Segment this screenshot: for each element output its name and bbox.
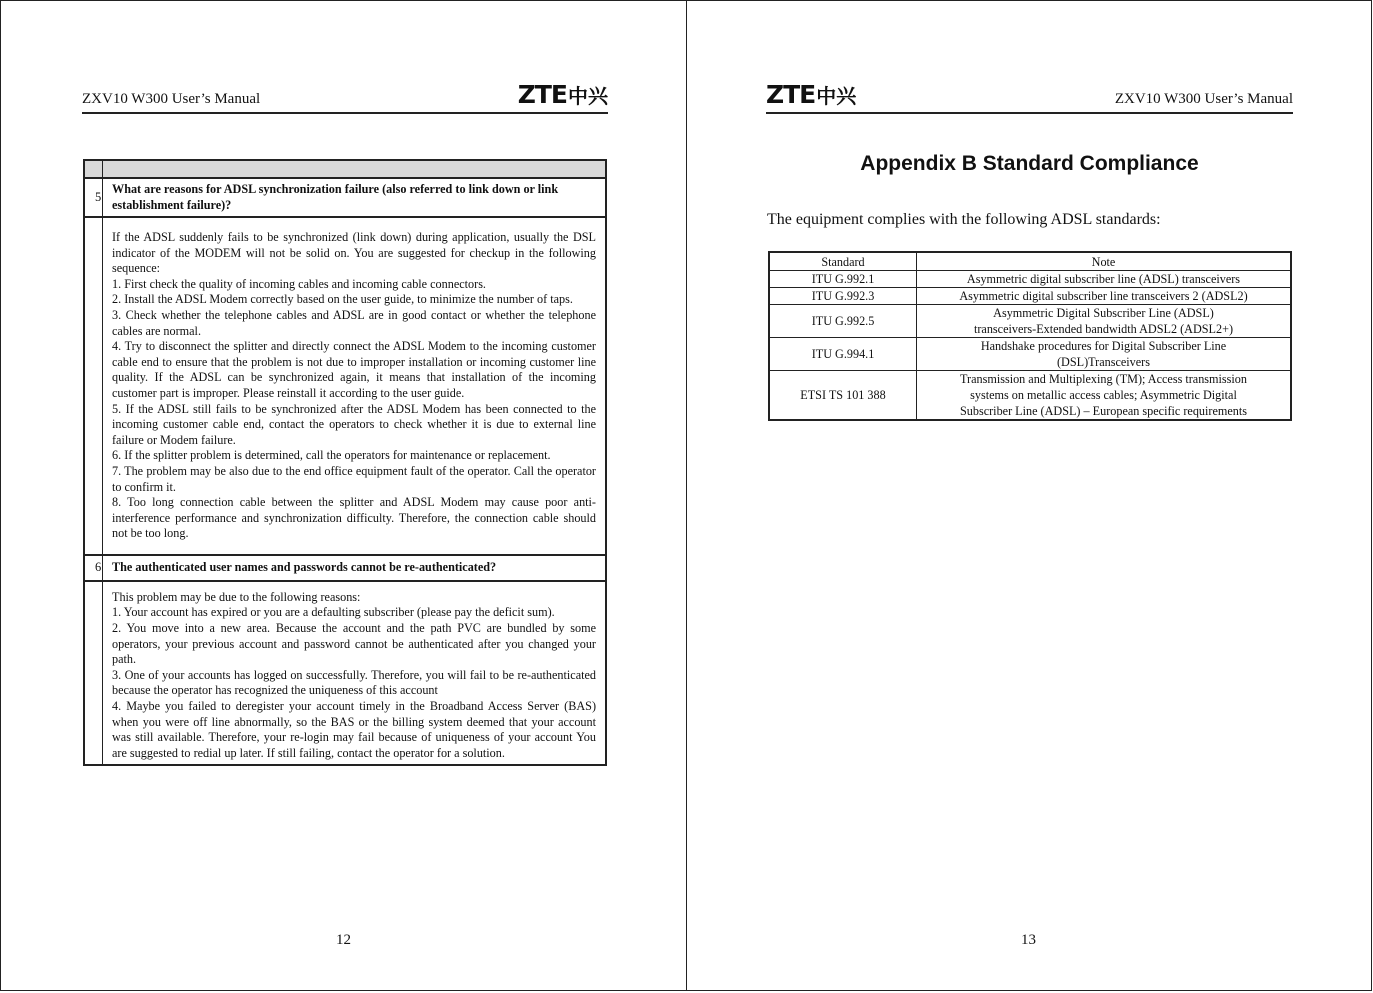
table-row: [769, 338, 1291, 371]
answer-paragraph: 6. If the splitter problem is determined, call the operators for maintenance or replacement.: [112, 448, 551, 463]
column-header-standard: Standard: [769, 252, 917, 271]
page-number: 12: [336, 932, 351, 948]
faq-question: What are reasons for ADSL synchronization failure (also referred to link down or link establishment failure)?: [103, 178, 607, 217]
page-header: [766, 79, 1293, 114]
faq-table: [83, 159, 607, 766]
answer-paragraph: 5. If the ADSL still fails to be synchronized after the ADSL Modem has been connected to the incoming customer cable end, contact the operators to check whether it is due to external line failure or Modem failure.: [112, 401, 596, 447]
table-row: [769, 288, 1291, 305]
table-row: [769, 371, 1291, 421]
faq-number-empty: [84, 581, 103, 766]
answer-paragraph: 3. One of your accounts has logged on successfully. Therefore, you will fail to be re-authenticated because the operator has recognized the uniqueness of this account: [112, 667, 596, 698]
right-page: [686, 0, 1372, 991]
faq-table-header-row: [84, 160, 606, 178]
faq-header-cell: [103, 160, 607, 178]
faq-answer-row: [84, 581, 606, 766]
note-line: Handshake procedures for Digital Subscriber Line: [980, 339, 1227, 353]
note-cell: [917, 338, 1292, 371]
answer-paragraph: 4. Maybe you failed to deregister your account timely in the Broadband Access Server (BAS) when you were off line abnormally, so the BAS or the billing system deemed that your account was still available. Therefore, your re-login may fail because of uniqueness of your account You are suggested to redial up later. If still failing, contact the operator for a solution.: [112, 699, 596, 760]
answer-paragraph: If the ADSL suddenly fails to be synchronized (link down) during application, usually the DSL indicator of the MODEM will not be solid on. You are suggested for checkup in the following sequence:: [112, 230, 596, 276]
faq-answer-row: [84, 217, 606, 555]
note-line: systems on metallic access cables; Asymmetric Digital: [970, 388, 1237, 402]
standard-cell: ITU G.992.5: [769, 305, 917, 338]
faq-answer: [103, 217, 607, 555]
faq-number: 6: [84, 555, 103, 581]
answer-paragraph: 8. Too long connection cable between the splitter and ADSL Modem may cause poor anti-interference performance and synchronization difficulty. Therefore, the connection cable should not be too long.: [112, 495, 596, 541]
answer-paragraph: 4. Try to disconnect the splitter and directly connect the ADSL Modem to the incoming customer cable end to ensure that the problem is not due to improper installation or incoming customer line quality. If the ADSL can be synchronized again, it means that installation of the incoming customer part is improper. Please reinstall it according to the user guide.: [112, 339, 596, 400]
standard-cell: ITU G.992.1: [769, 271, 917, 288]
manual-title: ZXV10 W300 User’s Manual: [1114, 91, 1293, 107]
faq-question-row: [84, 555, 606, 581]
note-line: Subscriber Line (ADSL) – European specific requirements: [960, 404, 1247, 418]
table-row: [769, 271, 1291, 288]
standards-header-row: [769, 252, 1291, 271]
answer-paragraph: This problem may be due to the following reasons:: [112, 589, 361, 604]
note-cell: [917, 271, 1292, 288]
logo-latin-text: ZTE: [517, 79, 567, 109]
logo-chinese-text: 中兴: [816, 83, 857, 108]
table-row: [769, 305, 1291, 338]
standard-cell: ETSI TS 101 388: [769, 371, 917, 421]
note-line: Transmission and Multiplexing (TM); Access transmission: [960, 372, 1247, 386]
appendix-title: Appendix B Standard Compliance: [860, 152, 1199, 175]
note-cell: [917, 288, 1292, 305]
intro-text: The equipment complies with the following ADSL standards:: [767, 211, 1161, 228]
standard-cell: ITU G.994.1: [769, 338, 917, 371]
standard-cell: ITU G.992.3: [769, 288, 917, 305]
answer-paragraph: 7. The problem may be also due to the end office equipment fault of the operator. Call the operator to confirm it.: [112, 463, 596, 494]
note-line: transceivers-Extended bandwidth ADSL2 (ADSL2+): [973, 322, 1234, 336]
manual-title: ZXV10 W300 User’s Manual: [82, 91, 261, 107]
page-header: [82, 79, 608, 114]
answer-paragraph: 1. First check the quality of incoming cables and incoming cable connectors.: [112, 276, 486, 291]
zte-logo: [766, 81, 856, 107]
logo-chinese-text: 中兴: [568, 83, 608, 108]
note-cell: [917, 305, 1292, 338]
answer-paragraph: 1. Your account has expired or you are a defaulting subscriber (please pay the deficit sum).: [112, 605, 555, 620]
column-header-note: Note: [917, 252, 1292, 271]
note-line: Asymmetric digital subscriber line transceivers 2 (ADSL2): [959, 289, 1248, 303]
faq-number-empty: [84, 217, 103, 555]
answer-paragraph: 2. Install the ADSL Modem correctly based on the user guide, to minimize the number of taps.: [112, 292, 573, 307]
faq-question: The authenticated user names and passwords cannot be re-authenticated?: [103, 555, 607, 581]
faq-header-cell: [84, 160, 103, 178]
faq-question-row: [84, 178, 606, 217]
standards-table: [768, 251, 1292, 421]
note-line: (DSL)Transceivers: [1057, 355, 1150, 369]
page-number: 13: [1021, 932, 1036, 948]
note-line: Asymmetric digital subscriber line (ADSL) transceivers: [966, 272, 1241, 286]
faq-answer: [103, 581, 607, 766]
logo-latin-text: ZTE: [766, 79, 816, 109]
note-line: Asymmetric Digital Subscriber Line (ADSL): [993, 306, 1214, 320]
answer-paragraph: 3. Check whether the telephone cables and ADSL are in good contact or whether the telephone cables are normal.: [112, 307, 596, 338]
answer-paragraph: 2. You move into a new area. Because the account and the path PVC are bundled by some operators, your previous account and password cannot be authenticated after you changed your path.: [112, 621, 596, 667]
note-cell: [917, 371, 1292, 421]
zte-logo: [518, 81, 608, 107]
faq-number: 5: [84, 178, 103, 217]
left-page: [0, 0, 687, 991]
